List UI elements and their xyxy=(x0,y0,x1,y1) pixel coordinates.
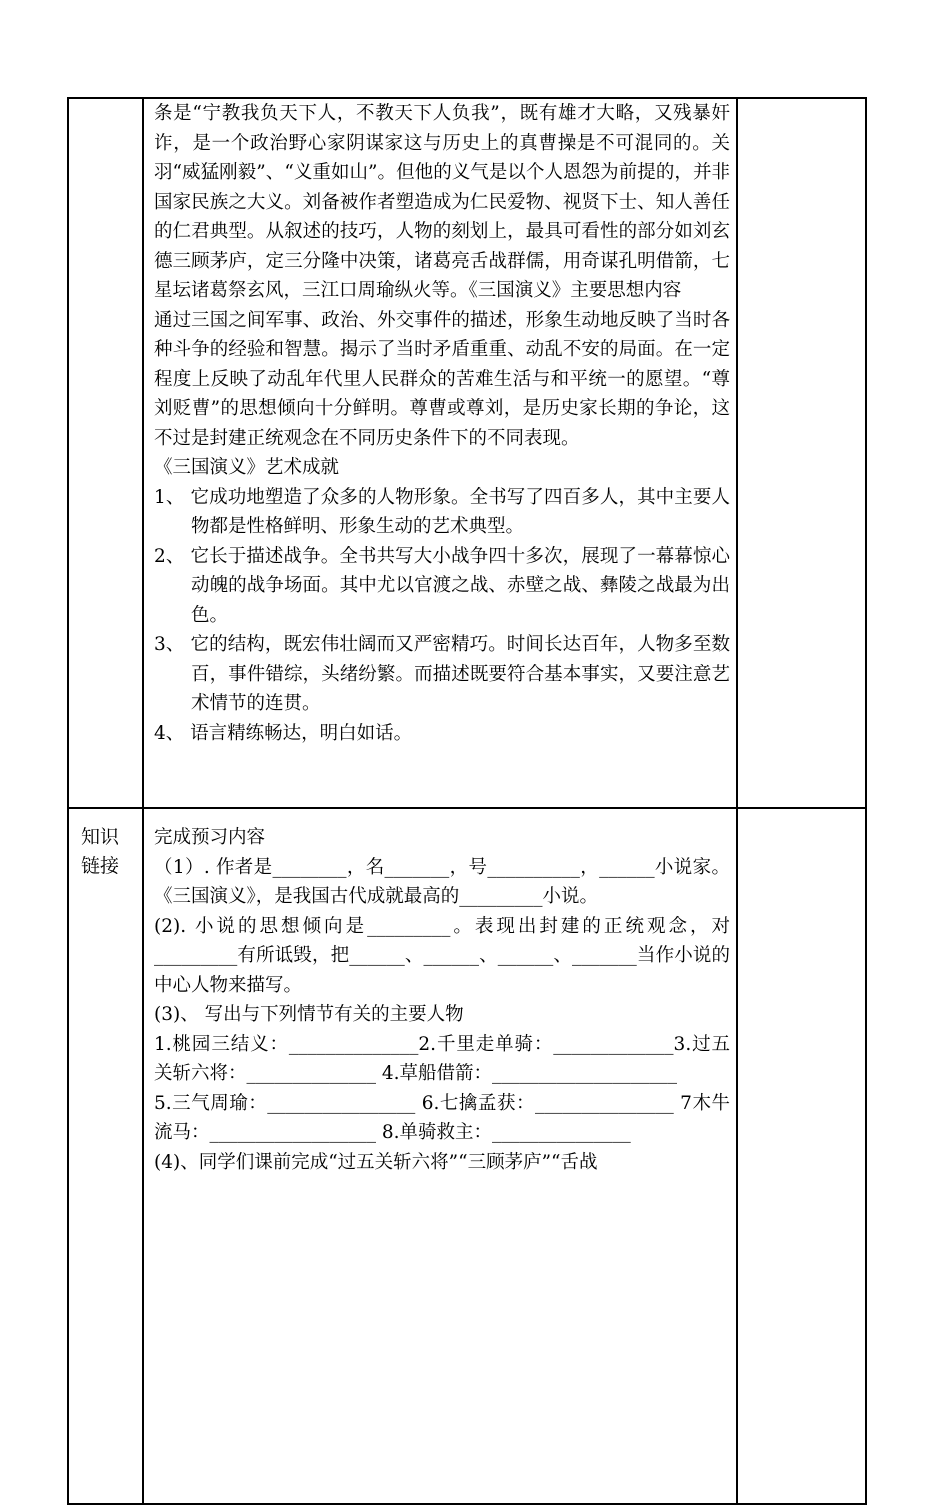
list-item: 3、 它的结构，既宏伟壮阔而又严密精巧。时间长达百年，人物多至数百，事件错综，头绪纷繁。而描述既要符合基本事实，又要注意艺术情节的连贯。 xyxy=(154,634,730,714)
exercise-line: 1.桃园三结义：______________2.千里走单骑：_____________3.过五关斩六将：______________ 4.草船借箭：____________________ xyxy=(154,1033,730,1084)
paragraph: 条是“宁教我负天下人，不教天下人负我”，既有雄才大略，又残暴奸诈，是一个政治野心家阴谋家这与历史上的真曹操是不可混同的。关羽“威猛刚毅”、“义重如山”。但他的义气是以个人恩怨为前提的，并非国家民族之大义。刘备被作者塑造成为仁民爱物、视贤下士、知人善任的仁君典型。从叙述的技巧，人物的刻划上，最具可看性的部分如刘玄德三顾茅庐，定三分隆中决策，诸葛亮舌战群儒，用奇谋孔明借箭，七星坛诸葛祭玄风，三江口周瑜纵火等。《三国演义》主要思想内容 xyxy=(154,103,730,301)
section-heading: 《三国演义》艺术成就 xyxy=(154,457,340,478)
label-cell xyxy=(68,808,143,1504)
label-cell xyxy=(68,98,143,808)
paragraph: 通过三国之间军事、政治、外交事件的描述，形象生动地反映了当时各种斗争的经验和智慧。揭示了当时矛盾重重、动乱不安的局面。在一定程度上反映了动乱年代里人民群众的苦难生活与和平统一的愿望。“尊刘贬曹”的思想倾向十分鲜明。尊曹或尊刘，是历史家长期的争论，这不过是封建正统观念在不同历史条件下的不同表现。 xyxy=(154,309,730,449)
notes-cell xyxy=(737,98,866,808)
list-item: 2、 它长于描述战争。全书共写大小战争四十多次，展现了一幕幕惊心动魄的战争场面。其中尤以官渡之战、赤壁之战、彝陵之战最为出色。 xyxy=(154,545,730,626)
lesson-table xyxy=(67,97,867,1505)
content-cell xyxy=(143,98,737,808)
table-row xyxy=(68,98,866,808)
exercise-line: （1）. 作者是________，名_______，号__________，______小说家。《三国演义》，是我国古代成就最高的_________小说。 xyxy=(154,856,730,907)
content-cell xyxy=(143,808,737,1504)
list-item: 1、 它成功地塑造了众多的人物形象。全书写了四百多人，其中主要人物都是性格鲜明、形象生动的艺术典型。 xyxy=(154,486,730,537)
row-label: 知识链接 xyxy=(81,826,120,877)
exercise-line: 5.三气周瑜：________________ 6.七擒孟获：_______________ 7木牛流马：__________________ 8.单骑救主：_______________ xyxy=(154,1092,730,1143)
exercise-line: (3)、 写出与下列情节有关的主要人物 xyxy=(154,1004,464,1025)
table-row xyxy=(68,808,866,1504)
exercise-line: 完成预习内容 xyxy=(154,827,266,848)
exercise-line: (2). 小说的思想倾向是_________。表现出封建的正统观念，对_________有所诋毁，把______、______、______、_______当作小说的中心人物来描写。 xyxy=(154,915,730,996)
exercise-line: (4)、同学们课前完成“过五关斩六将”“三顾茅庐”“舌战 xyxy=(154,1151,598,1173)
notes-cell xyxy=(737,808,866,1504)
list-item: 4、 语言精练畅达，明白如话。 xyxy=(154,722,413,744)
